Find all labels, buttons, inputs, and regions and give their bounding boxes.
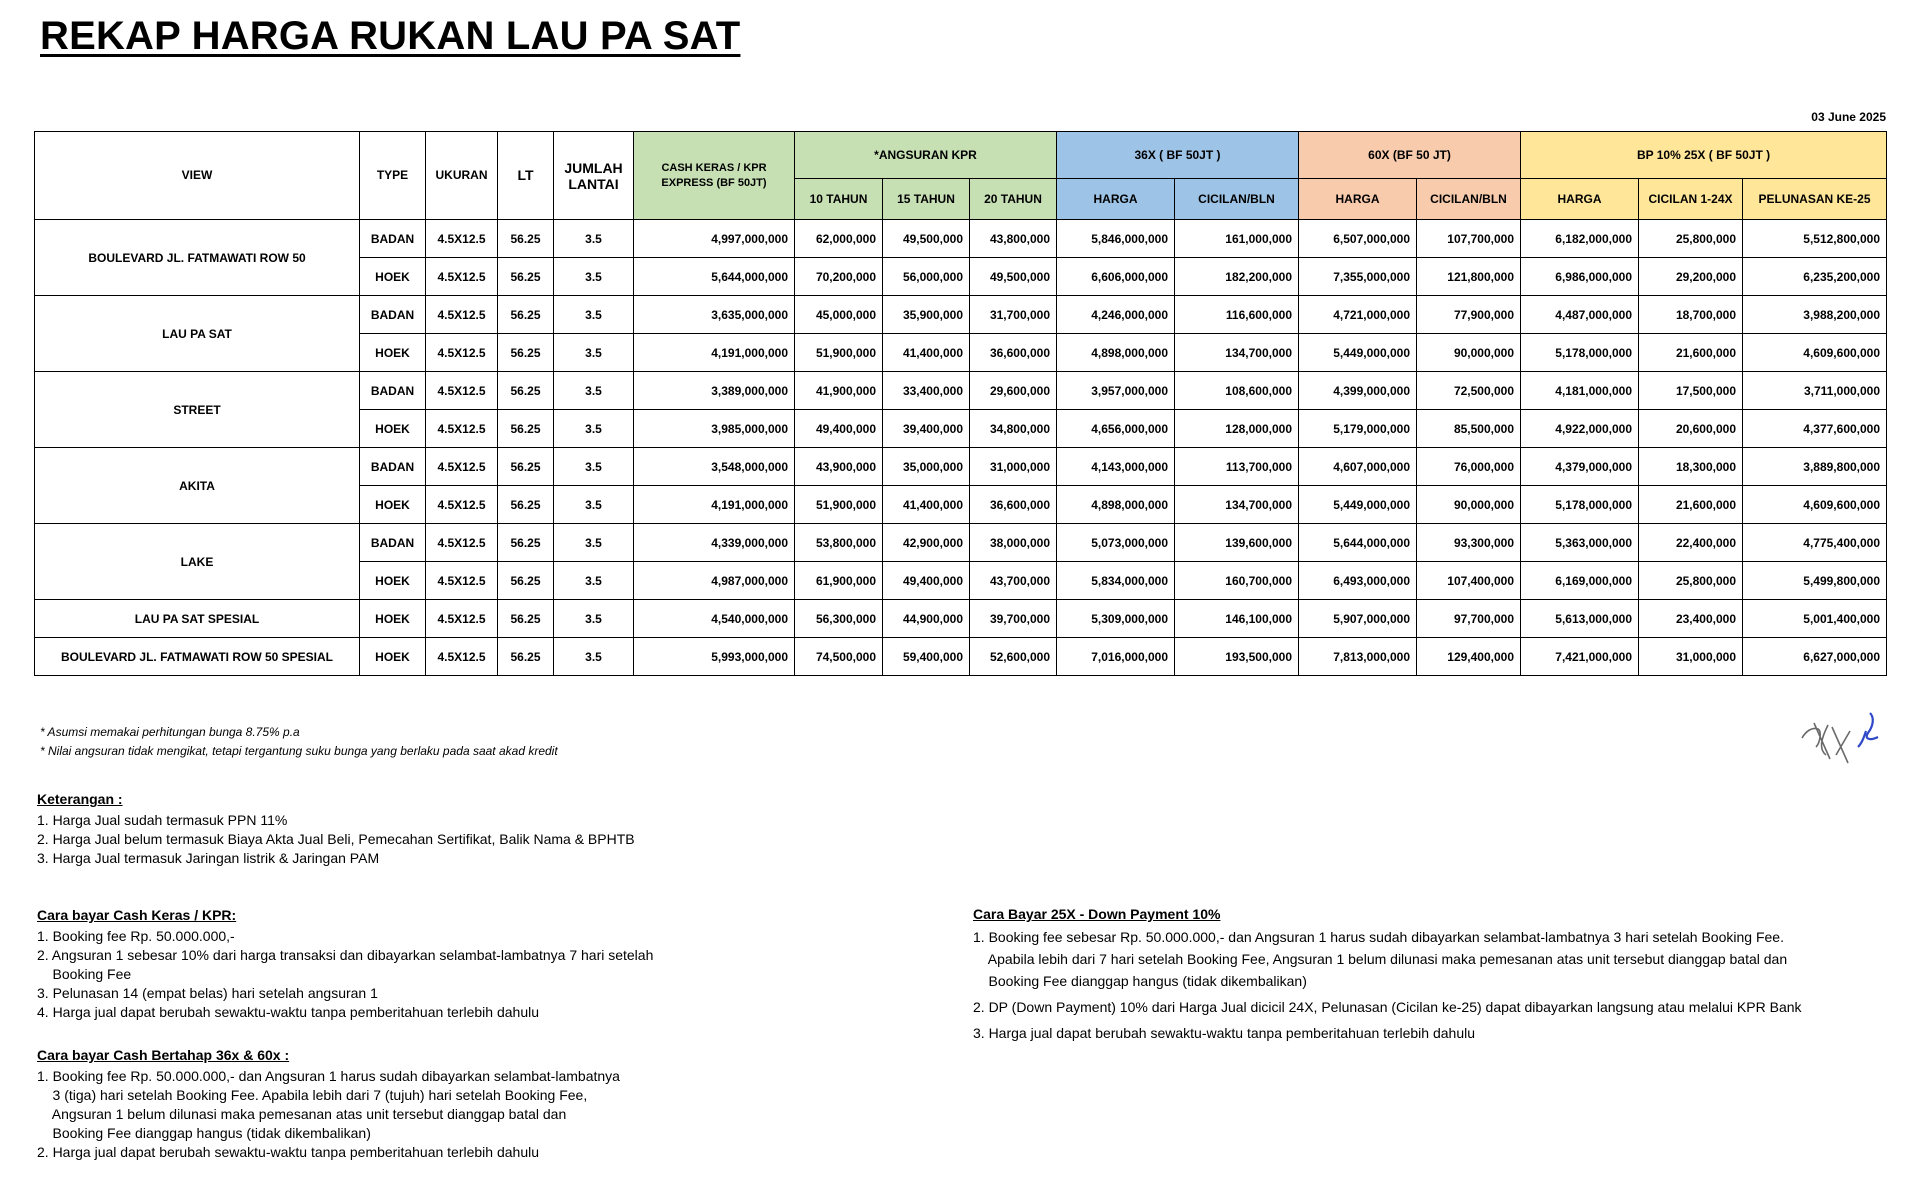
- harga-36x-cell: 5,309,000,000: [1057, 600, 1175, 638]
- angsuran-15-cell: 35,900,000: [883, 296, 970, 334]
- harga-60x-cell: 6,493,000,000: [1299, 562, 1417, 600]
- list-item: 2. Harga Jual belum termasuk Biaya Akta Jual Beli, Pemecahan Sertifikat, Balik Nama & BPHTB: [37, 831, 635, 847]
- harga-bp25-cell: 5,178,000,000: [1521, 486, 1639, 524]
- table-row: [35, 372, 1887, 410]
- cicilan-bp25-cell: 20,600,000: [1639, 410, 1743, 448]
- lt-cell: 56.25: [498, 220, 554, 258]
- header-ukuran: UKURAN: [426, 132, 498, 220]
- angsuran-10-cell: 51,900,000: [795, 486, 883, 524]
- angsuran-20-cell: 34,800,000: [970, 410, 1057, 448]
- list-item: 3 (tiga) hari setelah Booking Fee. Apabila lebih dari 7 (tujuh) hari setelah Booking Fee,: [37, 1087, 588, 1103]
- lt-cell: 56.25: [498, 448, 554, 486]
- harga-bp25-cell: 7,421,000,000: [1521, 638, 1639, 676]
- harga-60x-cell: 4,399,000,000: [1299, 372, 1417, 410]
- cash-cell: 3,985,000,000: [634, 410, 795, 448]
- harga-60x-cell: 5,449,000,000: [1299, 486, 1417, 524]
- cicilan-bp25-cell: 29,200,000: [1639, 258, 1743, 296]
- table-row: [35, 296, 1887, 334]
- list-item: Booking Fee dianggap hangus (tidak dikembalikan): [973, 973, 1307, 989]
- cash-cell: 4,540,000,000: [634, 600, 795, 638]
- angsuran-20-cell: 43,800,000: [970, 220, 1057, 258]
- cara-bayar-bertahap-section: [37, 1046, 620, 1162]
- document-date: 03 June 2025: [1811, 110, 1886, 124]
- cicilan-36x-cell: 193,500,000: [1175, 638, 1299, 676]
- cash-cell: 4,997,000,000: [634, 220, 795, 258]
- harga-36x-cell: 5,073,000,000: [1057, 524, 1175, 562]
- lantai-cell: 3.5: [554, 372, 634, 410]
- pelunasan-bp25-cell: 3,889,800,000: [1743, 448, 1887, 486]
- keterangan-section: [37, 790, 635, 868]
- harga-60x-cell: 5,449,000,000: [1299, 334, 1417, 372]
- cicilan-36x-cell: 134,700,000: [1175, 334, 1299, 372]
- lantai-cell: 3.5: [554, 600, 634, 638]
- angsuran-10-cell: 49,400,000: [795, 410, 883, 448]
- cicilan-bp25-cell: 17,500,000: [1639, 372, 1743, 410]
- cicilan-36x-cell: 113,700,000: [1175, 448, 1299, 486]
- table-row: [35, 600, 1887, 638]
- cash-cell: 4,191,000,000: [634, 334, 795, 372]
- header-jumlah-lantai: JUMLAH LANTAI: [554, 132, 634, 220]
- cicilan-bp25-cell: 18,300,000: [1639, 448, 1743, 486]
- cash-cell: 3,389,000,000: [634, 372, 795, 410]
- angsuran-15-cell: 41,400,000: [883, 486, 970, 524]
- cara-bayar-bertahap-heading: Cara bayar Cash Bertahap 36x & 60x :: [37, 1047, 290, 1063]
- table-row: [35, 220, 1887, 258]
- cicilan-60x-cell: 107,400,000: [1417, 562, 1521, 600]
- angsuran-10-cell: 62,000,000: [795, 220, 883, 258]
- pelunasan-bp25-cell: 3,711,000,000: [1743, 372, 1887, 410]
- header-bp25-harga: HARGA: [1521, 179, 1639, 220]
- harga-bp25-cell: 5,178,000,000: [1521, 334, 1639, 372]
- ukuran-cell: 4.5X12.5: [426, 372, 498, 410]
- angsuran-10-cell: 41,900,000: [795, 372, 883, 410]
- view-cell: BOULEVARD JL. FATMAWATI ROW 50: [35, 220, 360, 296]
- angsuran-15-cell: 42,900,000: [883, 524, 970, 562]
- ukuran-cell: 4.5X12.5: [426, 334, 498, 372]
- pelunasan-bp25-cell: 5,001,400,000: [1743, 600, 1887, 638]
- angsuran-15-cell: 44,900,000: [883, 600, 970, 638]
- cicilan-60x-cell: 107,700,000: [1417, 220, 1521, 258]
- type-cell: HOEK: [360, 410, 426, 448]
- cicilan-bp25-cell: 25,800,000: [1639, 220, 1743, 258]
- harga-bp25-cell: 6,182,000,000: [1521, 220, 1639, 258]
- cash-cell: 3,635,000,000: [634, 296, 795, 334]
- list-item: 3. Harga Jual termasuk Jaringan listrik & Jaringan PAM: [37, 850, 380, 866]
- harga-36x-cell: 3,957,000,000: [1057, 372, 1175, 410]
- harga-bp25-cell: 6,169,000,000: [1521, 562, 1639, 600]
- type-cell: BADAN: [360, 372, 426, 410]
- angsuran-10-cell: 70,200,000: [795, 258, 883, 296]
- cash-cell: 4,191,000,000: [634, 486, 795, 524]
- lt-cell: 56.25: [498, 638, 554, 676]
- cicilan-36x-cell: 160,700,000: [1175, 562, 1299, 600]
- header-36x: 36X ( BF 50JT ): [1057, 132, 1299, 179]
- harga-36x-cell: 4,898,000,000: [1057, 334, 1175, 372]
- footnotes: [40, 723, 558, 761]
- harga-36x-cell: 5,834,000,000: [1057, 562, 1175, 600]
- ukuran-cell: 4.5X12.5: [426, 562, 498, 600]
- ukuran-cell: 4.5X12.5: [426, 296, 498, 334]
- list-item: 1. Booking fee Rp. 50.000.000,- dan Angsuran 1 harus sudah dibayarkan selambat-lambatnya: [37, 1068, 620, 1084]
- cicilan-bp25-cell: 31,000,000: [1639, 638, 1743, 676]
- cicilan-36x-cell: 139,600,000: [1175, 524, 1299, 562]
- pelunasan-bp25-cell: 6,627,000,000: [1743, 638, 1887, 676]
- angsuran-15-cell: 56,000,000: [883, 258, 970, 296]
- ukuran-cell: 4.5X12.5: [426, 524, 498, 562]
- lantai-cell: 3.5: [554, 486, 634, 524]
- lantai-cell: 3.5: [554, 334, 634, 372]
- header-20-tahun: 20 TAHUN: [970, 179, 1057, 220]
- cicilan-bp25-cell: 25,800,000: [1639, 562, 1743, 600]
- angsuran-10-cell: 61,900,000: [795, 562, 883, 600]
- angsuran-20-cell: 36,600,000: [970, 486, 1057, 524]
- cicilan-60x-cell: 76,000,000: [1417, 448, 1521, 486]
- header-60x-cicilan: CICILAN/BLN: [1417, 179, 1521, 220]
- cara-bayar-25x-section: [973, 905, 1802, 1044]
- pelunasan-bp25-cell: 6,235,200,000: [1743, 258, 1887, 296]
- view-cell: LAU PA SAT SPESIAL: [35, 600, 360, 638]
- cash-cell: 4,987,000,000: [634, 562, 795, 600]
- pelunasan-bp25-cell: 4,775,400,000: [1743, 524, 1887, 562]
- cicilan-36x-cell: 108,600,000: [1175, 372, 1299, 410]
- view-cell: LAKE: [35, 524, 360, 600]
- cicilan-bp25-cell: 21,600,000: [1639, 486, 1743, 524]
- cara-bayar-cash-section: [37, 906, 653, 1022]
- type-cell: HOEK: [360, 258, 426, 296]
- table-row: [35, 448, 1887, 486]
- list-item: Angsuran 1 belum dilunasi maka pemesanan atas unit tersebut dianggap batal dan: [37, 1106, 567, 1122]
- harga-60x-cell: 6,507,000,000: [1299, 220, 1417, 258]
- harga-60x-cell: 5,907,000,000: [1299, 600, 1417, 638]
- cicilan-60x-cell: 85,500,000: [1417, 410, 1521, 448]
- header-bp25: BP 10% 25X ( BF 50JT ): [1521, 132, 1887, 179]
- keterangan-heading: Keterangan :: [37, 791, 123, 807]
- type-cell: BADAN: [360, 448, 426, 486]
- angsuran-10-cell: 74,500,000: [795, 638, 883, 676]
- angsuran-20-cell: 52,600,000: [970, 638, 1057, 676]
- ukuran-cell: 4.5X12.5: [426, 448, 498, 486]
- angsuran-20-cell: 31,700,000: [970, 296, 1057, 334]
- harga-60x-cell: 5,179,000,000: [1299, 410, 1417, 448]
- list-item: Apabila lebih dari 7 hari setelah Booking Fee, Angsuran 1 belum dilunasi maka pemesanan atas unit tersebut dianggap batal dan: [973, 951, 1788, 967]
- ukuran-cell: 4.5X12.5: [426, 220, 498, 258]
- angsuran-20-cell: 31,000,000: [970, 448, 1057, 486]
- header-36x-cicilan: CICILAN/BLN: [1175, 179, 1299, 220]
- cicilan-60x-cell: 97,700,000: [1417, 600, 1521, 638]
- list-item: 3. Pelunasan 14 (empat belas) hari setelah angsuran 1: [37, 985, 378, 1001]
- pelunasan-bp25-cell: 4,377,600,000: [1743, 410, 1887, 448]
- cicilan-36x-cell: 134,700,000: [1175, 486, 1299, 524]
- angsuran-10-cell: 51,900,000: [795, 334, 883, 372]
- lt-cell: 56.25: [498, 258, 554, 296]
- table-row: [35, 524, 1887, 562]
- list-item: Booking Fee: [37, 966, 132, 982]
- angsuran-20-cell: 29,600,000: [970, 372, 1057, 410]
- ukuran-cell: 4.5X12.5: [426, 638, 498, 676]
- cash-cell: 3,548,000,000: [634, 448, 795, 486]
- signature-image: [1792, 703, 1892, 773]
- angsuran-10-cell: 53,800,000: [795, 524, 883, 562]
- angsuran-20-cell: 36,600,000: [970, 334, 1057, 372]
- header-cash-keras: CASH KERAS / KPR EXPRESS (BF 50JT): [634, 132, 795, 220]
- pelunasan-bp25-cell: 4,609,600,000: [1743, 486, 1887, 524]
- cicilan-60x-cell: 90,000,000: [1417, 334, 1521, 372]
- lt-cell: 56.25: [498, 524, 554, 562]
- header-60x-harga: HARGA: [1299, 179, 1417, 220]
- type-cell: BADAN: [360, 220, 426, 258]
- lt-cell: 56.25: [498, 372, 554, 410]
- harga-36x-cell: 4,656,000,000: [1057, 410, 1175, 448]
- angsuran-20-cell: 49,500,000: [970, 258, 1057, 296]
- page-title: REKAP HARGA RUKAN LAU PA SAT: [40, 14, 741, 58]
- ukuran-cell: 4.5X12.5: [426, 600, 498, 638]
- list-item: 1. Booking fee sebesar Rp. 50.000.000,- dan Angsuran 1 harus sudah dibayarkan selambat-lambatnya 3 hari setelah Booking Fee.: [973, 929, 1784, 945]
- type-cell: HOEK: [360, 562, 426, 600]
- cicilan-36x-cell: 161,000,000: [1175, 220, 1299, 258]
- angsuran-15-cell: 49,500,000: [883, 220, 970, 258]
- type-cell: HOEK: [360, 600, 426, 638]
- harga-36x-cell: 6,606,000,000: [1057, 258, 1175, 296]
- harga-36x-cell: 5,846,000,000: [1057, 220, 1175, 258]
- lantai-cell: 3.5: [554, 258, 634, 296]
- harga-bp25-cell: 5,613,000,000: [1521, 600, 1639, 638]
- lantai-cell: 3.5: [554, 638, 634, 676]
- harga-60x-cell: 4,607,000,000: [1299, 448, 1417, 486]
- cash-cell: 4,339,000,000: [634, 524, 795, 562]
- harga-36x-cell: 4,246,000,000: [1057, 296, 1175, 334]
- harga-bp25-cell: 4,181,000,000: [1521, 372, 1639, 410]
- lantai-cell: 3.5: [554, 448, 634, 486]
- harga-bp25-cell: 5,363,000,000: [1521, 524, 1639, 562]
- angsuran-10-cell: 56,300,000: [795, 600, 883, 638]
- angsuran-15-cell: 59,400,000: [883, 638, 970, 676]
- harga-bp25-cell: 4,487,000,000: [1521, 296, 1639, 334]
- cicilan-60x-cell: 93,300,000: [1417, 524, 1521, 562]
- list-item: 2. Harga jual dapat berubah sewaktu-waktu tanpa pemberitahuan terlebih dahulu: [37, 1144, 540, 1160]
- harga-60x-cell: 7,813,000,000: [1299, 638, 1417, 676]
- header-36x-harga: HARGA: [1057, 179, 1175, 220]
- lantai-cell: 3.5: [554, 220, 634, 258]
- type-cell: HOEK: [360, 638, 426, 676]
- angsuran-10-cell: 43,900,000: [795, 448, 883, 486]
- cicilan-60x-cell: 77,900,000: [1417, 296, 1521, 334]
- lt-cell: 56.25: [498, 334, 554, 372]
- footnote: * Nilai angsuran tidak mengikat, tetapi tergantung suku bunga yang berlaku pada saat akad kredit: [40, 744, 558, 758]
- pelunasan-bp25-cell: 3,988,200,000: [1743, 296, 1887, 334]
- header-15-tahun: 15 TAHUN: [883, 179, 970, 220]
- view-cell: LAU PA SAT: [35, 296, 360, 372]
- header-10-tahun: 10 TAHUN: [795, 179, 883, 220]
- cicilan-36x-cell: 128,000,000: [1175, 410, 1299, 448]
- cicilan-bp25-cell: 21,600,000: [1639, 334, 1743, 372]
- view-cell: AKITA: [35, 448, 360, 524]
- type-cell: HOEK: [360, 486, 426, 524]
- angsuran-15-cell: 33,400,000: [883, 372, 970, 410]
- cara-bayar-25x-heading: Cara Bayar 25X - Down Payment 10%: [973, 906, 1221, 922]
- angsuran-15-cell: 35,000,000: [883, 448, 970, 486]
- view-cell: STREET: [35, 372, 360, 448]
- cicilan-60x-cell: 90,000,000: [1417, 486, 1521, 524]
- harga-bp25-cell: 6,986,000,000: [1521, 258, 1639, 296]
- ukuran-cell: 4.5X12.5: [426, 410, 498, 448]
- table-row: [35, 638, 1887, 676]
- harga-60x-cell: 7,355,000,000: [1299, 258, 1417, 296]
- lantai-cell: 3.5: [554, 410, 634, 448]
- cicilan-bp25-cell: 23,400,000: [1639, 600, 1743, 638]
- header-angsuran-kpr: *ANGSURAN KPR: [795, 132, 1057, 179]
- lt-cell: 56.25: [498, 562, 554, 600]
- type-cell: BADAN: [360, 296, 426, 334]
- harga-36x-cell: 7,016,000,000: [1057, 638, 1175, 676]
- pelunasan-bp25-cell: 5,512,800,000: [1743, 220, 1887, 258]
- ukuran-cell: 4.5X12.5: [426, 486, 498, 524]
- cicilan-36x-cell: 146,100,000: [1175, 600, 1299, 638]
- pelunasan-bp25-cell: 5,499,800,000: [1743, 562, 1887, 600]
- header-view: VIEW: [35, 132, 360, 220]
- list-item: 1. Harga Jual sudah termasuk PPN 11%: [37, 812, 288, 828]
- lt-cell: 56.25: [498, 410, 554, 448]
- cicilan-36x-cell: 182,200,000: [1175, 258, 1299, 296]
- list-item: 2. Angsuran 1 sebesar 10% dari harga transaksi dan dibayarkan selambat-lambatnya 7 hari setelah: [37, 947, 654, 963]
- angsuran-20-cell: 43,700,000: [970, 562, 1057, 600]
- angsuran-20-cell: 38,000,000: [970, 524, 1057, 562]
- angsuran-15-cell: 49,400,000: [883, 562, 970, 600]
- lt-cell: 56.25: [498, 296, 554, 334]
- header-60x: 60X (BF 50 JT): [1299, 132, 1521, 179]
- footnote: * Asumsi memakai perhitungan bunga 8.75% p.a: [40, 725, 300, 739]
- header-type: TYPE: [360, 132, 426, 220]
- harga-36x-cell: 4,898,000,000: [1057, 486, 1175, 524]
- cash-cell: 5,644,000,000: [634, 258, 795, 296]
- harga-bp25-cell: 4,922,000,000: [1521, 410, 1639, 448]
- list-item: 3. Harga jual dapat berubah sewaktu-waktu tanpa pemberitahuan terlebih dahulu: [973, 1025, 1476, 1041]
- harga-60x-cell: 5,644,000,000: [1299, 524, 1417, 562]
- view-cell: BOULEVARD JL. FATMAWATI ROW 50 SPESIAL: [35, 638, 360, 676]
- cara-bayar-cash-heading: Cara bayar Cash Keras / KPR:: [37, 907, 237, 923]
- angsuran-15-cell: 41,400,000: [883, 334, 970, 372]
- pelunasan-bp25-cell: 4,609,600,000: [1743, 334, 1887, 372]
- header-bp25-pelunasan: PELUNASAN KE-25: [1743, 179, 1887, 220]
- lantai-cell: 3.5: [554, 296, 634, 334]
- cash-cell: 5,993,000,000: [634, 638, 795, 676]
- lt-cell: 56.25: [498, 600, 554, 638]
- angsuran-15-cell: 39,400,000: [883, 410, 970, 448]
- cicilan-60x-cell: 121,800,000: [1417, 258, 1521, 296]
- angsuran-10-cell: 45,000,000: [795, 296, 883, 334]
- angsuran-20-cell: 39,700,000: [970, 600, 1057, 638]
- type-cell: BADAN: [360, 524, 426, 562]
- harga-bp25-cell: 4,379,000,000: [1521, 448, 1639, 486]
- lantai-cell: 3.5: [554, 562, 634, 600]
- cicilan-bp25-cell: 22,400,000: [1639, 524, 1743, 562]
- cicilan-60x-cell: 129,400,000: [1417, 638, 1521, 676]
- cicilan-36x-cell: 116,600,000: [1175, 296, 1299, 334]
- price-table: [34, 131, 1887, 676]
- lantai-cell: 3.5: [554, 524, 634, 562]
- list-item: 1. Booking fee Rp. 50.000.000,-: [37, 928, 235, 944]
- ukuran-cell: 4.5X12.5: [426, 258, 498, 296]
- cicilan-60x-cell: 72,500,000: [1417, 372, 1521, 410]
- cicilan-bp25-cell: 18,700,000: [1639, 296, 1743, 334]
- list-item: 4. Harga jual dapat berubah sewaktu-waktu tanpa pemberitahuan terlebih dahulu: [37, 1004, 540, 1020]
- header-lt: LT: [498, 132, 554, 220]
- list-item: 2. DP (Down Payment) 10% dari Harga Jual dicicil 24X, Pelunasan (Cicilan ke-25) dapat dibayarkan langsung atau melalui KPR Bank: [973, 999, 1802, 1015]
- type-cell: HOEK: [360, 334, 426, 372]
- header-bp25-cicilan: CICILAN 1-24X: [1639, 179, 1743, 220]
- harga-60x-cell: 4,721,000,000: [1299, 296, 1417, 334]
- harga-36x-cell: 4,143,000,000: [1057, 448, 1175, 486]
- list-item: Booking Fee dianggap hangus (tidak dikembalikan): [37, 1125, 371, 1141]
- lt-cell: 56.25: [498, 486, 554, 524]
